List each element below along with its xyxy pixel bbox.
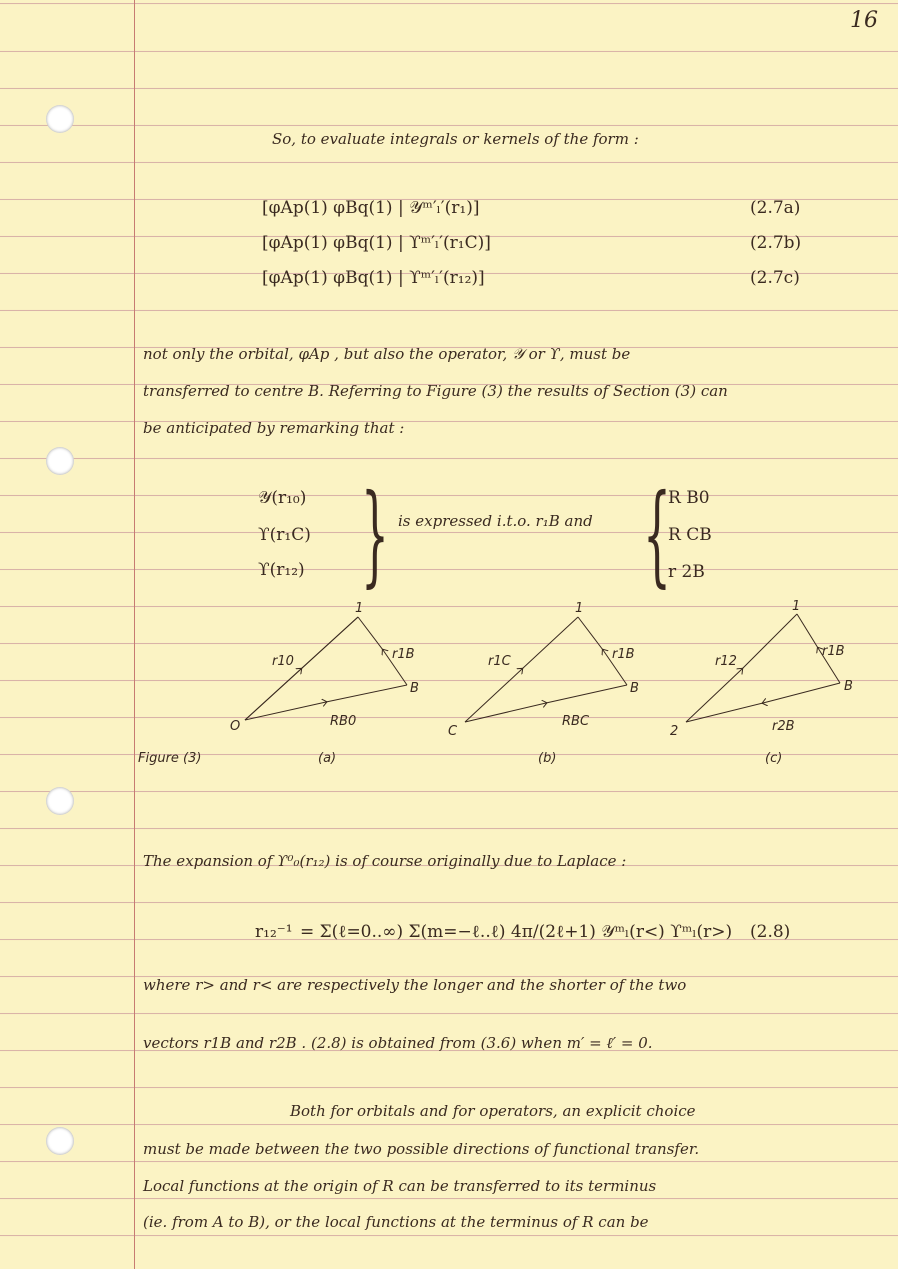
paragraph-line: be anticipated by remarking that : (143, 419, 405, 437)
triangle-c (686, 614, 840, 722)
equation-label: (2.7a) (750, 198, 801, 218)
vector-label: RB0 (330, 714, 357, 729)
vertex-label: O (230, 719, 241, 734)
brace-middle-text: is expressed i.t.o. r₁B and (398, 512, 593, 530)
vector-label: r2B (772, 719, 795, 734)
vector-label: r1B (822, 644, 845, 659)
paragraph-line: vectors r1B and r2B . (2.8) is obtained from (3.6) when m′ = ℓ′ = 0. (143, 1034, 653, 1052)
vertex-label: 1 (792, 599, 801, 614)
panel-label: (c) (765, 751, 783, 766)
equation-label: (2.7b) (750, 233, 802, 253)
vertex-label: 1 (355, 601, 364, 616)
vector-label: RBC (562, 714, 590, 729)
paragraph-line: Local functions at the origin of R can be transferred to its terminus (143, 1177, 657, 1195)
paragraph-line: transferred to centre B. Referring to Figure (3) the results of Section (3) can (143, 382, 728, 400)
equation-label: (2.7c) (750, 268, 800, 288)
intro-text: So, to evaluate integrals or kernels of the form : (272, 130, 639, 148)
vector-label: r1B (392, 647, 415, 662)
right-brace: } (361, 470, 389, 598)
vertex-label: C (448, 724, 458, 739)
equation-2-7a: [φAp(1) φBq(1) | 𝒴ᵐ′ₗ′(r₁)] (262, 198, 480, 218)
triangle-b (465, 617, 627, 722)
brace-right-item: R CB (668, 525, 712, 545)
page-number: 16 (850, 8, 878, 33)
brace-right-item: R B0 (668, 488, 710, 508)
brace-left-item: 𝒴(r₁₀) (258, 488, 307, 508)
vertex-label: B (630, 681, 639, 696)
equation-2-7b: [φAp(1) φBq(1) | ϒᵐ′ₗ′(r₁C)] (262, 233, 491, 253)
vector-label: r12 (715, 654, 737, 669)
equation-label: (2.8) (750, 922, 791, 942)
expansion-intro: The expansion of ϒ⁰₀(r₁₂) is of course originally due to Laplace : (143, 852, 627, 870)
panel-label: (b) (538, 751, 557, 766)
left-brace: { (643, 470, 671, 598)
paragraph-line: Both for orbitals and for operators, an explicit choice (290, 1102, 696, 1120)
vector-label: r1B (612, 647, 635, 662)
paragraph-line: not only the orbital, φAp , but also the operator, 𝒴 or ϒ, must be (143, 345, 631, 363)
equation-2-7c: [φAp(1) φBq(1) | ϒᵐ′ₗ′(r₁₂)] (262, 268, 485, 288)
vertex-label: 2 (670, 724, 679, 739)
paragraph-line: must be made between the two possible directions of functional transfer. (143, 1140, 700, 1158)
panel-label: (a) (318, 751, 337, 766)
vertex-label: B (410, 681, 419, 696)
vertex-label: 1 (575, 601, 584, 616)
equation-2-8-rhs: = Σ(ℓ=0..∞) Σ(m=−ℓ..ℓ) 4π/(2ℓ+1) 𝒴ᵐₗ(r<) ϒᵐₗ(r>) (300, 922, 733, 942)
equation-2-8-lhs: r₁₂⁻¹ (255, 922, 293, 942)
brace-left-item: ϒ(r₁₂) (258, 560, 305, 580)
vertex-label: B (844, 679, 853, 694)
brace-right-item: r 2B (668, 562, 705, 582)
triangle-a (245, 617, 407, 720)
figure-caption: Figure (3) (138, 751, 202, 766)
brace-left-item: ϒ(r₁C) (258, 525, 311, 545)
paragraph-line: where r> and r< are respectively the longer and the shorter of the two (143, 976, 687, 994)
vector-label: r10 (272, 654, 294, 669)
vector-label: r1C (488, 654, 511, 669)
paragraph-line: (ie. from A to B), or the local functions at the terminus of R can be (143, 1213, 649, 1231)
